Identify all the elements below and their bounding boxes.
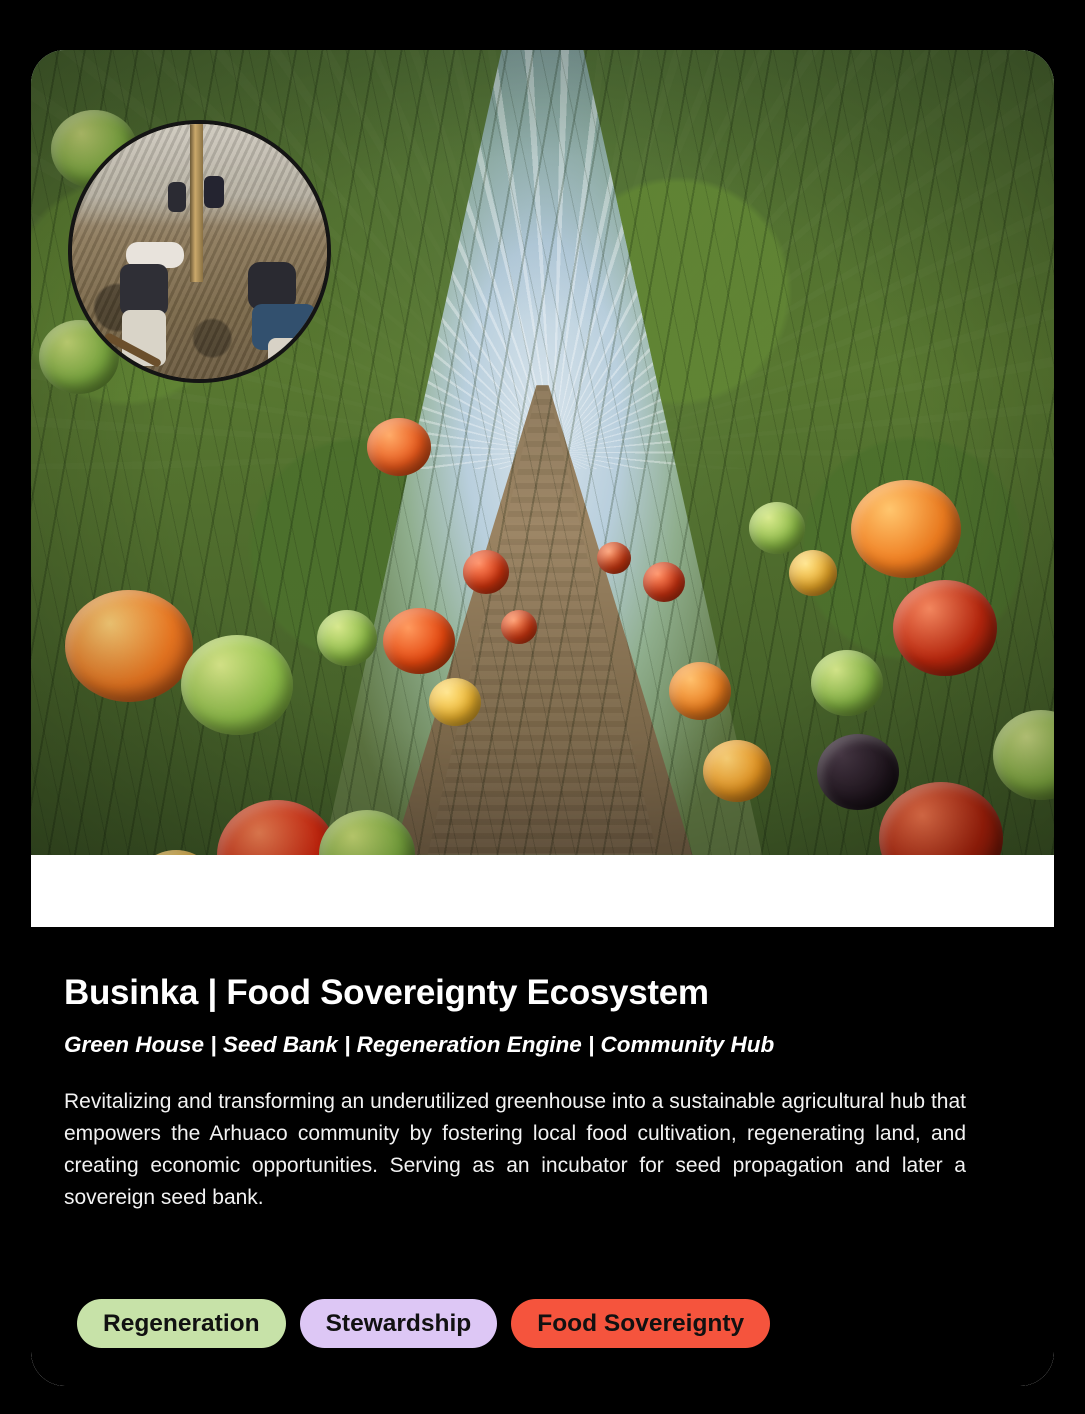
worker-figure-distant xyxy=(168,182,186,212)
project-subtitle: Green House | Seed Bank | Regeneration Engine | Community Hub xyxy=(64,1032,775,1058)
tag-food-sovereignty[interactable] xyxy=(511,1299,770,1348)
community-land-work-photo xyxy=(68,120,331,383)
tag-label: Food Sovereignty xyxy=(537,1309,745,1337)
project-info-panel xyxy=(31,927,1054,1386)
project-card xyxy=(31,50,1054,1386)
worker-figure xyxy=(248,262,296,310)
tag-list xyxy=(77,1299,770,1348)
tag-regeneration[interactable] xyxy=(77,1299,286,1348)
worker-figure-distant xyxy=(204,176,224,208)
worker-figure xyxy=(268,338,310,374)
greenhouse-tomato-row-photo xyxy=(31,50,1054,855)
tag-stewardship[interactable] xyxy=(300,1299,498,1348)
wooden-post xyxy=(190,124,203,282)
project-description: Revitalizing and transforming an underutilized greenhouse into a sustainable agricultural hub that empowers the Arhuaco community by fostering local food cultivation, regenerating land, and creating economic opportunities. Serving as an incubator for seed propagation and later a sovereign seed bank. xyxy=(64,1090,966,1209)
tag-label: Regeneration xyxy=(103,1309,260,1337)
worker-figure xyxy=(120,264,168,316)
project-title: Businka | Food Sovereignty Ecosystem xyxy=(64,973,709,1012)
tag-label: Stewardship xyxy=(325,1309,472,1337)
